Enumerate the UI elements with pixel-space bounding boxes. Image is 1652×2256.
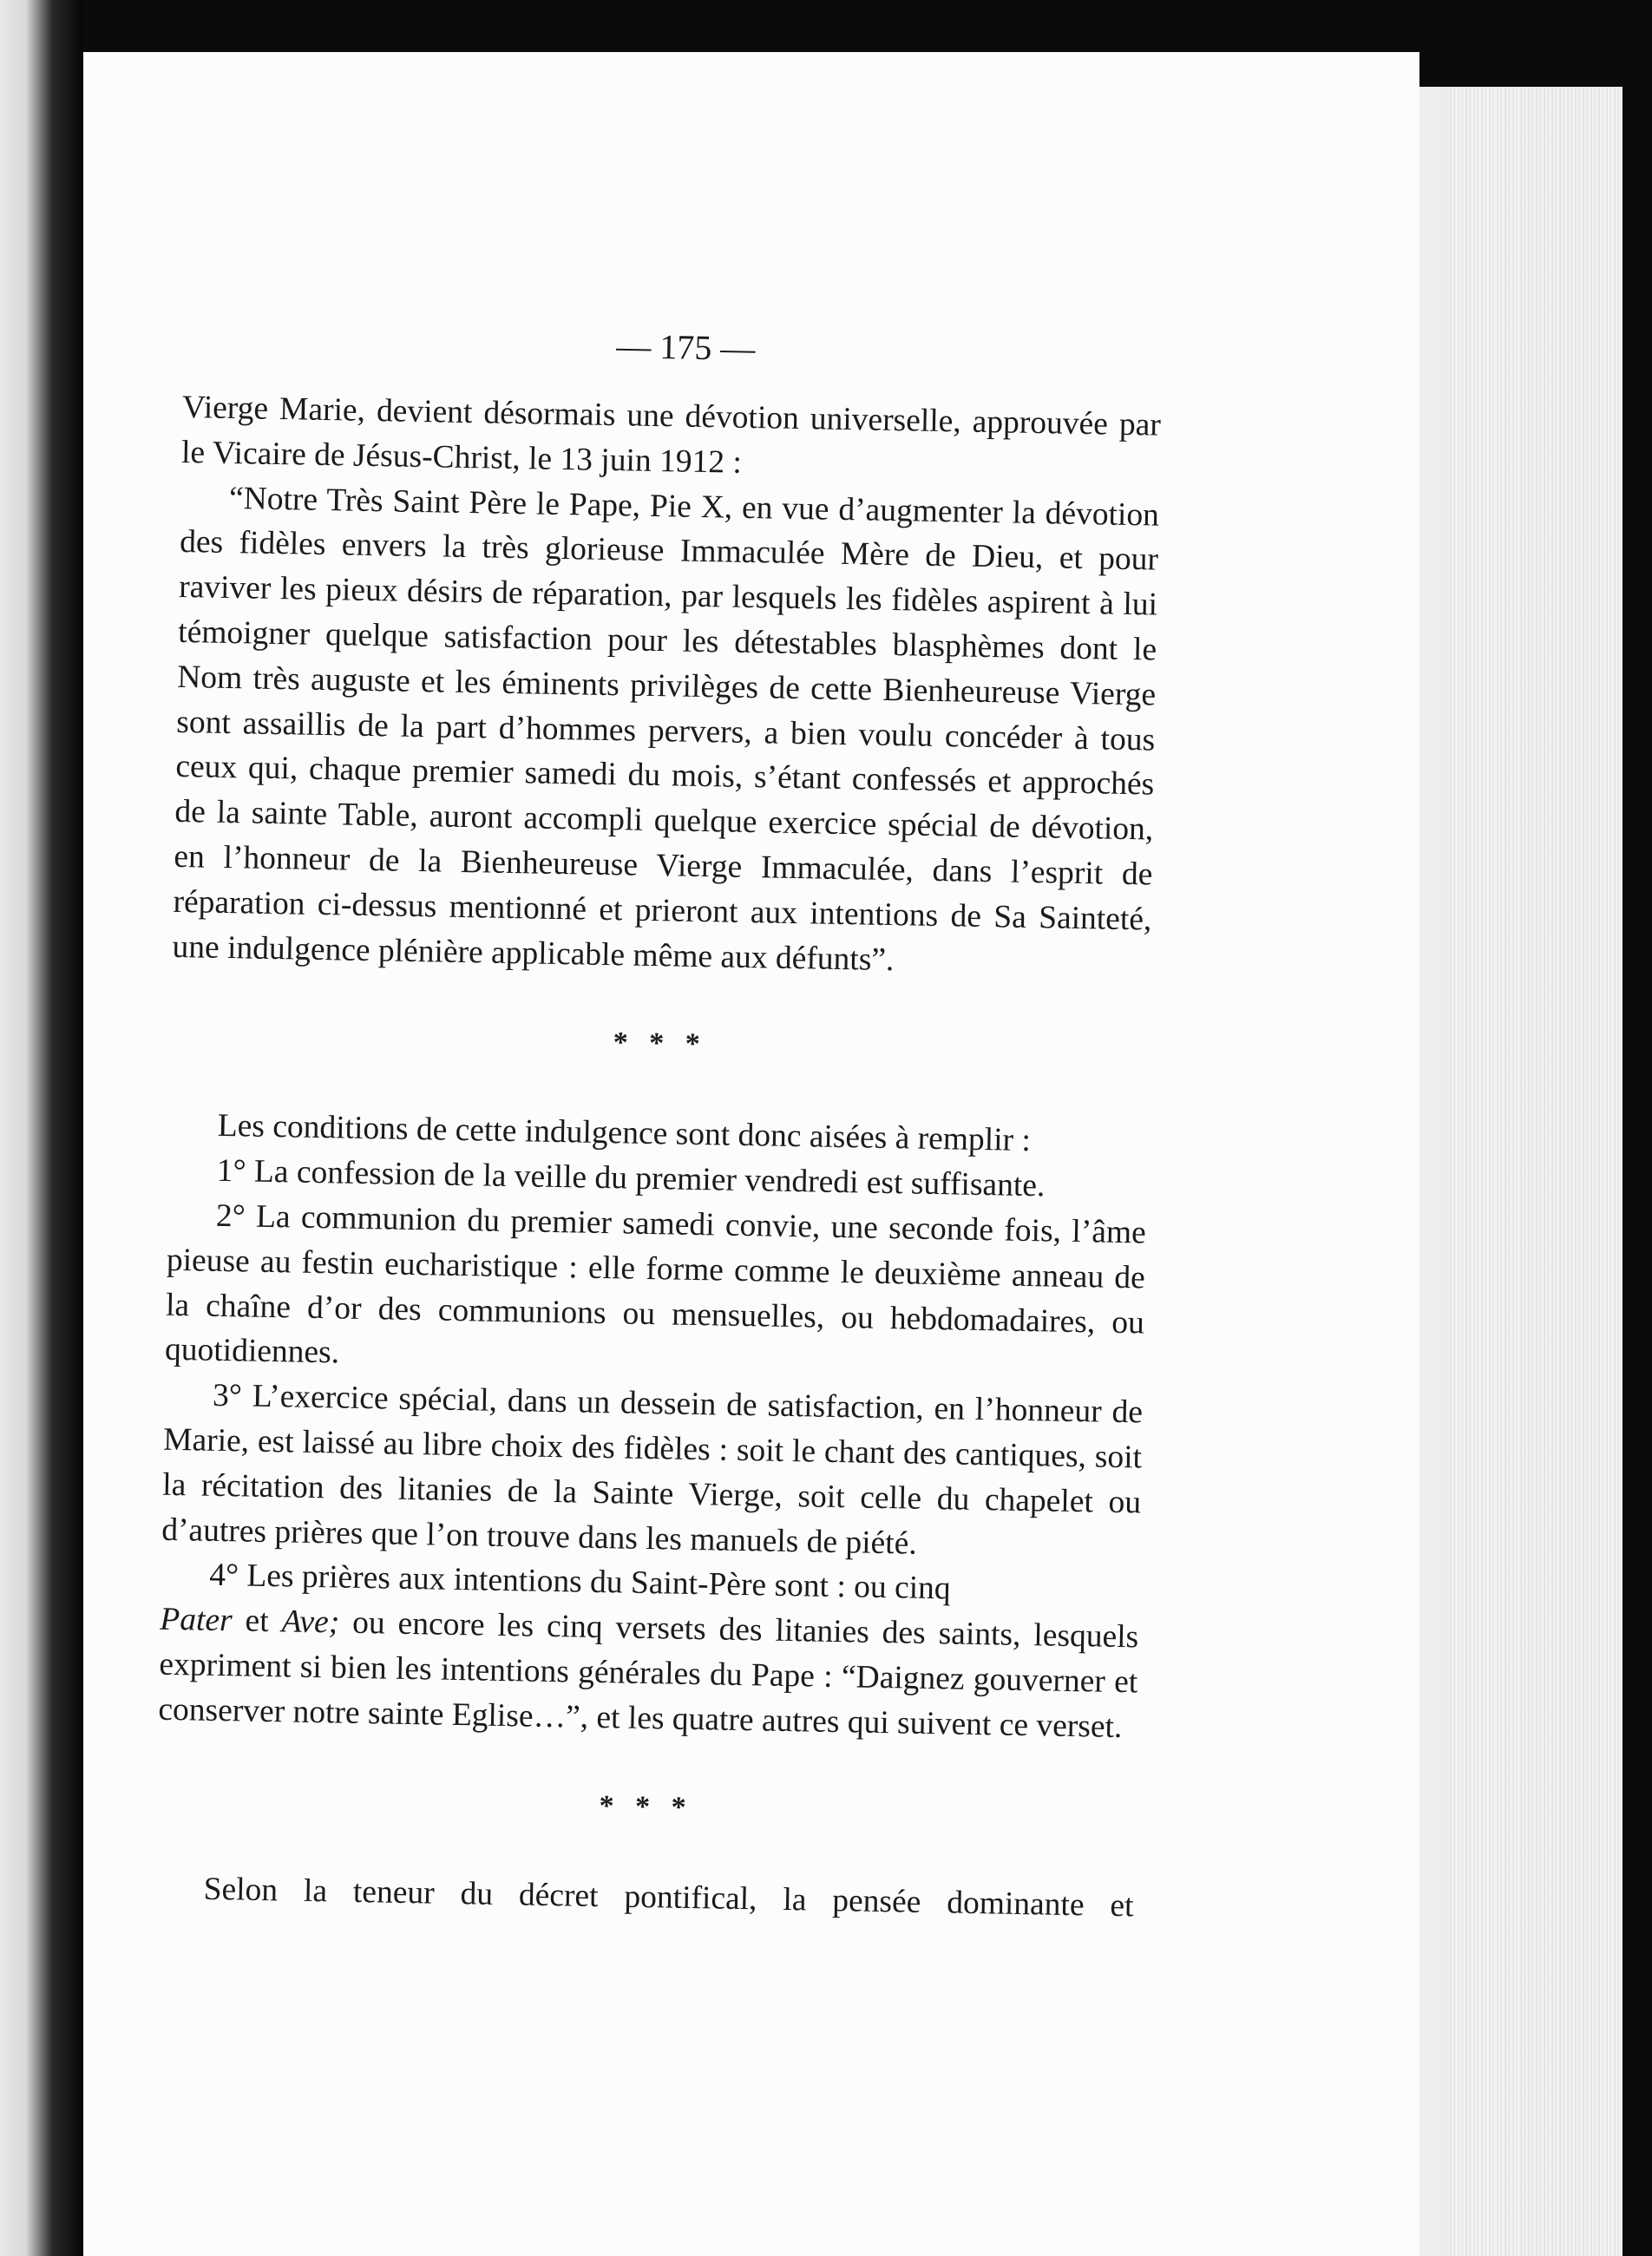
paragraph-decree-teneur: Selon la teneur du décret pontifical, la pensée dominante et [203, 1871, 1134, 1924]
section-separator: * * * [613, 1026, 707, 1061]
book-page-edges [1397, 87, 1622, 2256]
list-item-prayers [158, 1552, 1140, 1750]
prayer-ave: Ave; [281, 1603, 340, 1641]
paragraph-conditions-intro: Les conditions de cette indulgence sont donc aisées à remplir : [217, 1108, 1032, 1159]
list-item-communion: 2° La communion du premier samedi convie, une seconde fois, l’âme pieuse au festin eucharistique : elle forme comme le deuxième anneau de la chaîne d’or des communions ou mensuelles, ou hebdomadaires, ou quotidiennes. [164, 1197, 1147, 1371]
prayers-text-end: ou encore les cinq versets des litanies des saints, lesquels expriment si bien les intentions générales du Pape : “Daignez gouverner et conserver notre sainte Eglise…”, et les quatre autres qui suivent ce verset. [158, 1604, 1139, 1745]
page-text [154, 312, 1163, 1929]
list-item-confession: 1° La confession de la veille du premier vendredi est suffisante. [216, 1153, 1046, 1204]
prayers-text-start: 4° Les prières aux intentions du Saint-Père sont : ou cinq [208, 1558, 952, 1607]
book-left-edge [0, 0, 83, 2256]
prayers-conjunction: et [232, 1603, 283, 1640]
paragraph-decree-quote: “Notre Très Saint Père le Pape, Pie X, en vue d’augmenter la dévotion des fidèles envers la très glorieuse Immaculée Mère de Dieu, et pour raviver les pieux désirs de réparation, par lesquels les fidèles aspirent à lui témoigner quelque satisfaction pour les détestables blasphèmes dont le Nom très auguste et les éminents privilèges de cette Bienheureuse Vierge sont assaillis de la part d’hommes pervers, a bien voulu concéder à tous ceux qui, chaque premier samedi du mois, s’étant confessés et approchés de la sainte Table, auront accompli quelque exercice spécial de dévotion, en l’honneur de la Bienheureuse Vierge Immaculée, dans l’esprit de réparation ci-dessus mentionné et prieront aux intentions de Sa Sainteté, une indulgence plénière applicable même aux défunts”. [172, 480, 1160, 978]
prayer-pater: Pater [160, 1601, 233, 1639]
page-number: — 175 — [615, 326, 756, 369]
section-separator-2: * * * [599, 1789, 693, 1824]
list-item-exercise: 3° L’exercice spécial, dans un dessein de satisfaction, en l’honneur de Marie, est laissé au libre choix des fidèles : soit le chant des cantiques, soit la récitation des litanies de la Sainte Vierge, soit celle du chapelet ou d’autres prières que l’on trouve dans les manuels de piété. [161, 1377, 1144, 1562]
paragraph-continuation: Vierge Marie, devient désormais une dévotion universelle, approuvée par le Vicaire de Jésus-Christ, le 13 juin 1912 : [180, 389, 1162, 481]
